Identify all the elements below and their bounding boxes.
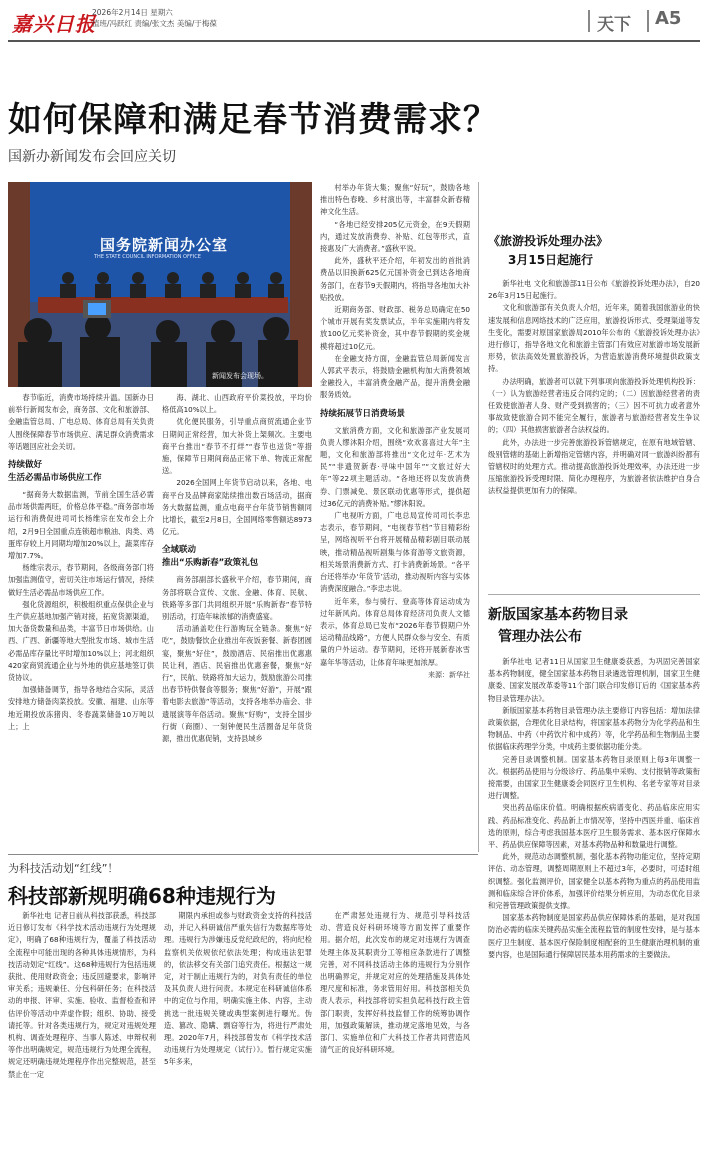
paragraph: 此外，办法进一步完善旅游投诉管辖规定，在原有地域管辖、级别管辖的基础上新增指定管辖内容，并明确对同一旅游纠纷都有管辖权时的处理方式。推动提高旅游投诉处理效率，办法还进一步压缩旅游投诉受理时限、简化办理程序，为旅游者依法维护自身合法权益提供更加有力的保障。 (488, 437, 700, 496)
brief-title: 3月15日起施行 (508, 253, 594, 267)
paragraph: 办法明确，旅游者可以就下列事项向旅游投诉处理机构投诉：（一）认为旅游经营者违反合同约定的；（二）因旅游经营者的责任致使旅游者人身、财产受到损害的；（三）因不可抗力或者意外事故致使旅游合同不能完全履行，旅游者与旅游经营者发生争议的；（四）其他损害旅游者合法权益的。 (488, 376, 700, 435)
lead-subheadline: 国新办新闻发布会回应关切 (8, 149, 176, 165)
paragraph: 在严肃惩处违规行为、规范引导科技活动、营造良好科研环境等方面发挥了重要作用。据介绍，此次发布的规定对违规行为调查处理主体及其职责分工等相应条款进行了调整完善，对不同科技活动主体的违规行为分别作出明确界定，并规定对应的处理措施及具体处理尺度和标准，务求管用好用。科技部相关负责人表示，科技部将切实担负起科技行政主管部门职责，发挥好科技监督工作的统筹协调作用，加强政策解读，推动规定落地见效，与各部门、实施单位和广大科技工作者共同营造风清气正的良好科研环境。 (320, 911, 470, 1055)
editors-line: 值班/冯跃红 责编/张文杰 美编/于梅葆 (92, 19, 217, 28)
subheading: 持续做好 (8, 460, 43, 471)
issue-info (92, 7, 217, 29)
paragraph: 新版国家基本药物目录管理办法主要修订内容包括：增加法律政策依据，合理优化目录结构，将国家基本药物分为化学药品和生物制品、中药（中药饮片和中成药）等，化学药品和生物制品主要依据临床药理学分类，中成药主要依据功能分类。 (488, 705, 700, 752)
second-story-headline: 科技部新规明确68种违规行为 (8, 884, 276, 908)
paragraph: 新华社电 文化和旅游部11日公布《旅游投诉处理办法》，自2026年3月15日起施行。 (488, 279, 700, 301)
paragraph: 春节临近，消费市场持续升温。国新办日前举行新闻发布会，商务部、文化和旅游部、金融监管总局、广电总局、体育总局有关负责人围绕保障春节市场供应、满足群众消费需求等话题回应社会关切。 (8, 393, 154, 451)
story-divider (8, 854, 478, 855)
paragraph: “据商务大数据监测，节前全国生活必需品市场供需两旺，价格总体平稳。”商务部市场运行和消费促进司司长杨维宗在发布会上介绍，2月9日全国重点连锁超市粮油、肉类、鸡蛋库存较上月同期均增加20%以上，蔬菜库存增加7.7%。 (8, 490, 154, 561)
divider (647, 10, 649, 32)
masthead (0, 0, 708, 44)
paragraph: 在金融支持方面，金融监管总局新闻发言人郭武平表示，将鼓励金融机构加大消费领域金融投入，丰富消费金融产品，提升消费金融服务质效。 (320, 353, 470, 400)
brief-title: 管理办法公布 (498, 629, 582, 645)
paragraph: 杨维宗表示，春节期间，各级商务部门将加强监测值守，密切关注市场运行情况，持续做好生活必需品市场供应工作。 (8, 563, 154, 597)
paragraph: “各地已经安排205亿元资金，在9天假期内，通过发放消费券、补贴、红包等形式，直接惠及广大消费者。”盛秋平说。 (320, 219, 470, 254)
paragraph: 期限内承担或参与财政资金支持的科技活动，并记入科研诚信严重失信行为数据库等处理。违规行为涉嫌违反党纪政纪的，将向纪检监察机关依规依纪依法处理；构成违法犯罪的，依法移交有关部门追究责任。根据这一规定，对于制止违规行为的，对负有责任的单位及其负责人进行问责。本规定在科研诚信体系中的定位与作用，明确实施主体、内容，主动挑选一批违规关键或典型案例进行曝光。伪造、篡改、隐瞒、剽窃等行为，将进行严肃处理。2020年7月，科技部曾发布《科学技术活动违规行为处理规定（试行）》。暂行规定实施5年多来， (164, 911, 312, 1067)
second-story-kicker: 为科技活动划“红线”！ (8, 862, 119, 875)
second-column-2 (164, 910, 312, 1148)
photo-banner-en: THE STATE COUNCIL INFORMATION OFFICE (94, 254, 201, 260)
paragraph: 文旅消费方面，文化和旅游部产业发展司负责人缪沐阳介绍，围绕“欢欢喜喜过大年”主题，文化和旅游部将推出“文化过年·艺术为民”“非遗贺新春·寻味中国年”“文旅过好大年”等22项主题活动。“各地还将以发放消费券、门票减免、景区联动优惠等形式，提供超过36亿元的消费补贴。”缪沐阳说。 (320, 425, 470, 508)
paragraph: 活动涵盖吃住行游购玩全链条。聚焦“好吃”，鼓励餐饮企业推出年夜饭套餐、新春团圆宴，聚焦“好住”，鼓励酒店、民宿推出优惠惠民让利，酒店、民宿推出优惠套餐，聚焦“好行”，民航、铁路将加大运力，鼓励旅游公司推出春节特供餐食等服务；聚焦“好游”，开展“跟着电影去旅游”等活动，支持各地举办庙会、非遗展演等年俗活动。聚焦“好购”，支持全国步行街（商圈）、一刻钟便民生活圈备足年货货源，推出优惠促销，支持县域乡 (162, 624, 312, 744)
paragraph: 2026全国网上年货节启动以来，各地、电商平台及品牌商家陆续推出数百场活动，据商务大数据监测，重点电商平台年货节销售额同比增长，截至2月8日，全国网络零售额达8973亿元。 (162, 478, 312, 537)
brief-essential-medicines (488, 604, 700, 1148)
paragraph: 近期商务部、财政部、税务总局确定在50个城市开展有奖发票试点，半年实施期内将发放100亿元奖补资金，其中春节假期的奖金规模将超过10亿元。 (320, 305, 470, 351)
paragraph: 此外，盛秋平还介绍，年初发出的首批消费品以旧换新625亿元国补资金已到达各地商务部门，在春节9天假期内，将指导各地加大补贴投放。 (320, 256, 470, 302)
issue-date: 2026年2月14日 星期六 (92, 8, 173, 17)
lead-column-3 (320, 182, 470, 852)
brief-title: 《旅游投诉处理办法》 (488, 234, 609, 248)
paragraph: 近年来，参与骑行、登高等体育运动成为过年新风尚。体育总局体育经济司负责人文德表示，体育总局已发布“2026年春节假期户外运动精品线路”，方便人民群众参与安全、有质量的户外运动。春节期间，还将开展新春冰雪嘉年华等活动，让体育年味更加浓厚。 (320, 596, 470, 667)
second-column-1 (8, 910, 156, 1148)
brief-divider (488, 594, 700, 595)
subheading: 全域联动 (162, 545, 197, 556)
paragraph: 优化便民服务，引导重点商贸流通企业节日期间正常经营，加大补货上架频次。主要电商平台推出“春节不打烊”“春节也送货”等措施，保障节日期间商品正常下单、物流正常配送。 (162, 417, 312, 476)
paragraph: 新华社电 记者日前从科技部获悉，科技部近日修订发布《科学技术活动违规行为处理规定》，明确了68种违规行为，覆盖了科技活动全流程中可能出现的各种具体违规情形，为科技活动划定“红线”。这68种违规行为包括违规获批、使用财政资金；违反回避要求，影响评审关系；违规兼任、分包科研任务；在科技活动的申报、评审、实施、验收、监督检查和评估评价等活动中弄虚作假；组织、协助、接受请托等。针对各类违规行为，规定对违规处理机构、调查处理程序、当事人陈述、申辩权利等作出明确规定，规范违规行为处理全流程，规定还明确违规处理程序作出完整规范，甚至禁止在一定 (8, 911, 156, 1079)
photo-caption: 新闻发布会现场。 (212, 372, 268, 380)
column-divider (478, 182, 479, 852)
section-name: 天下 (597, 15, 631, 35)
subheading: 持续拓展节日消费场景 (320, 408, 406, 419)
paragraph: 突出药品临床价值。明确根据疾病谱变化、药品临床应用实践、药品标准变化、药品新上市情况等，坚持中西医并重、临床首选的原则，综合考虑我国基本医疗卫生服务需求、基本医疗保障水平、药品供应保障等因素，对基本药物品种和数量进行调整。 (488, 803, 700, 850)
press-conference-photo (8, 182, 312, 387)
paragraph: 加强储备调节，指导各地结合实际，灵活安排地方储备肉菜投放。安徽、福建、山东等地近期投放冻猪肉、冬春蔬菜储备10万吨以上；上 (8, 685, 154, 731)
photo-banner: 国务院新闻办公室 (100, 236, 229, 254)
paragraph: 文化和旅游部有关负责人介绍，近年来，随着我国旅游业的快速发展和信息网络技术的广泛应用，旅游投诉形式、受理渠道等发生变化，需要对原国家旅游局2010年公布的《旅游投诉处理办法》进行修订，指导各地文化和旅游主管部门有效应对旅游市场发展新形势，依法高效处置旅游投诉，为营造旅游消费环境提供政策支持。 (488, 303, 700, 374)
subheading: 推出“乐购新春”政策礼包 (162, 558, 259, 569)
paragraph: 强化货源组织，积极组织重点保供企业与生产供应基地加强产销对接，拓宽货源渠道，加大备货数量和品类，丰富节日市场供给。山西、广西、新疆等地大型批发市场、城市生活必需品库存量比平时增加10%以上；河北组织420家商贸流通企业与外地的供应基地签订供货协议。 (8, 599, 154, 683)
divider (588, 10, 590, 32)
paragraph: 此外，规范动态调整机制，强化基本药物功能定位，坚持定期评估、动态管理，调整周期原则上不超过3年，必要时，可适时组织调整。强化监测评价，国家健全以基本药物为重点的药品使用监测和临床综合评价体系，加强评价结果分析应用，为动态优化目录和完善管理政策提供支撑。 (488, 852, 700, 911)
paragraph: 商务部副部长盛秋平介绍，春节期间，商务部将联合宣传、文旅、金融、体育、民航、铁路等多部门共同组织开展“乐购新春”春节特别活动，打造年味浓郁的消费盛宴。 (162, 575, 312, 622)
paragraph: 国家基本药物制度是国家药品供应保障体系的基础，是对我国防治必需的临床关键药品实施全流程监管的制度性安排，是与基本医疗卫生制度、基本医疗保险制度相配套的卫生健康治理机制的重要内容，也是国际通行保障居民基本用药需求的主要做法。 (488, 913, 700, 959)
second-column-3 (320, 910, 470, 1148)
page-number: A5 (655, 8, 682, 29)
lead-headline: 如何保障和满足春节消费需求？ (8, 100, 498, 140)
paragraph: 广电视听方面，广电总局宣传司司长李忠志表示，春节期间，“电视春节档”节目精彩纷呈，网络视听平台将开展精品精彩剧目联动展映，推动精品视听剧集与体育游等文旅资源，相关场景消费新方式、打卡消费新场景。“各平台还将举办‘年货节’活动，推动视听内容与实体消费深度融合。”李忠志说。 (320, 511, 470, 594)
subheading: 生活必需品市场供应工作 (8, 473, 102, 484)
paragraph: 村举办年货大集；聚焦“好玩”，鼓励各地推出特色春晚、乡村演出等，丰富群众新春精神文化生活。 (320, 183, 470, 217)
newspaper-logo: 嘉兴日报 (12, 12, 96, 36)
paragraph: 完善目录调整机制。国家基本药物目录原则上每3年调整一次。根据药品使用与分级诊疗、药品集中采购、支付报销等政策衔接需要，由国家卫生健康委会同医疗卫生机构、名老专家等对目录进行调整。 (488, 754, 700, 801)
lead-column-2 (162, 392, 312, 852)
photo-illustration (8, 182, 312, 387)
masthead-rule (8, 40, 700, 42)
lead-column-1 (8, 392, 154, 852)
article-source: 来源：新华社 (428, 670, 470, 679)
paragraph: 新华社电 记者11日从国家卫生健康委获悉，为巩固完善国家基本药物制度，健全国家基本药物目录遴选管理机制，国家卫生健康委、国家发展改革委等11个部门联合印发修订后的《国家基本药物目录管理办法》。 (488, 657, 700, 703)
brief-tourism-complaints (488, 232, 700, 588)
paragraph: 海、湖北、山西政府平价菜投放，平均价格低高10%以上。 (162, 393, 312, 415)
brief-title: 新版国家基本药物目录 (488, 607, 628, 623)
